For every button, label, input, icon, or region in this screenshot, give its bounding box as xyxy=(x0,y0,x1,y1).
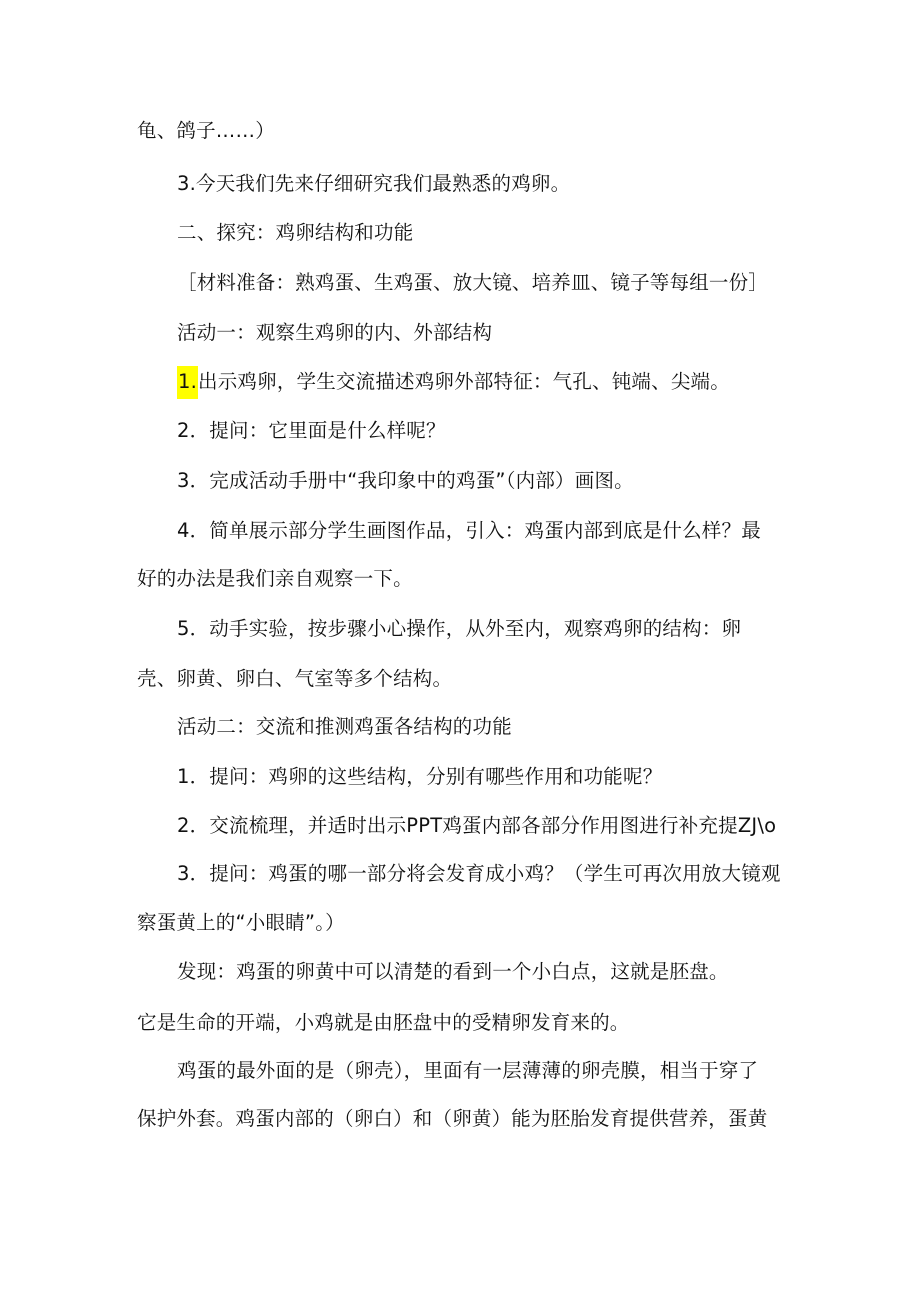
text-line-7: 2．提问：它里面是什么样呢？ xyxy=(177,419,446,442)
text-line-20: 鸡蛋的最外面的是（卵壳），里面有一层薄薄的卵壳膜，相当于穿了 xyxy=(177,1059,759,1082)
text-line-12: 壳、卵黄、卵白、气室等多个结构。 xyxy=(137,667,453,690)
text-line-15: 2．交流梳理，并适时出示PPT鸡蛋内部各部分作用图进行补充提ZJ\o xyxy=(177,814,777,837)
section-heading: 二、探究：鸡卵结构和功能 xyxy=(177,221,414,244)
text-line-18: 发现：鸡蛋的卵黄中可以清楚的看到一个小白点，这就是胚盘。 xyxy=(177,960,729,983)
highlighted-number: 1. xyxy=(177,366,198,399)
text-line-1: 龟、鸽子……） xyxy=(137,119,275,142)
text-line-11: 5．动手实验，按步骤小心操作，从外至内，观察鸡卵的结构：卵 xyxy=(177,617,742,640)
activity-two-heading: 活动二：交流和推测鸡蛋各结构的功能 xyxy=(177,715,512,738)
text-line-6 xyxy=(177,369,730,395)
text-line-6-content: 出示鸡卵，学生交流描述鸡卵外部特征：气孔、钝端、尖端。 xyxy=(198,370,730,393)
activity-one-heading: 活动一：观察生鸡卵的内、外部结构 xyxy=(177,321,493,344)
text-line-9: 4．简单展示部分学生画图作品，引入：鸡蛋内部到底是什么样？最 xyxy=(177,519,761,542)
text-line-17: 察蛋黄上的“小眼睛”。） xyxy=(137,911,345,934)
text-line-2: 3.今天我们先来仔细研究我们最熟悉的鸡卵。 xyxy=(177,172,571,195)
text-line-21: 保护外套。鸡蛋内部的（卵白）和（卵黄）能为胚胎发育提供营养，蛋黄 xyxy=(137,1107,768,1130)
text-line-10: 好的办法是我们亲自观察一下。 xyxy=(137,567,413,590)
materials-line: ［材料准备：熟鸡蛋、生鸡蛋、放大镜、培养皿、镜子等每组一份］ xyxy=(177,271,769,294)
text-line-14: 1．提问：鸡卵的这些结构，分别有哪些作用和功能呢？ xyxy=(177,765,663,788)
text-line-8: 3．完成活动手册中“我印象中的鸡蛋”（内部）画图。 xyxy=(177,469,634,492)
text-line-16: 3．提问：鸡蛋的哪一部分将会发育成小鸡？（学生可再次用放大镜观 xyxy=(177,862,781,885)
text-line-19: 它是生命的开端，小鸡就是由胚盘中的受精卵发育来的。 xyxy=(137,1011,630,1034)
